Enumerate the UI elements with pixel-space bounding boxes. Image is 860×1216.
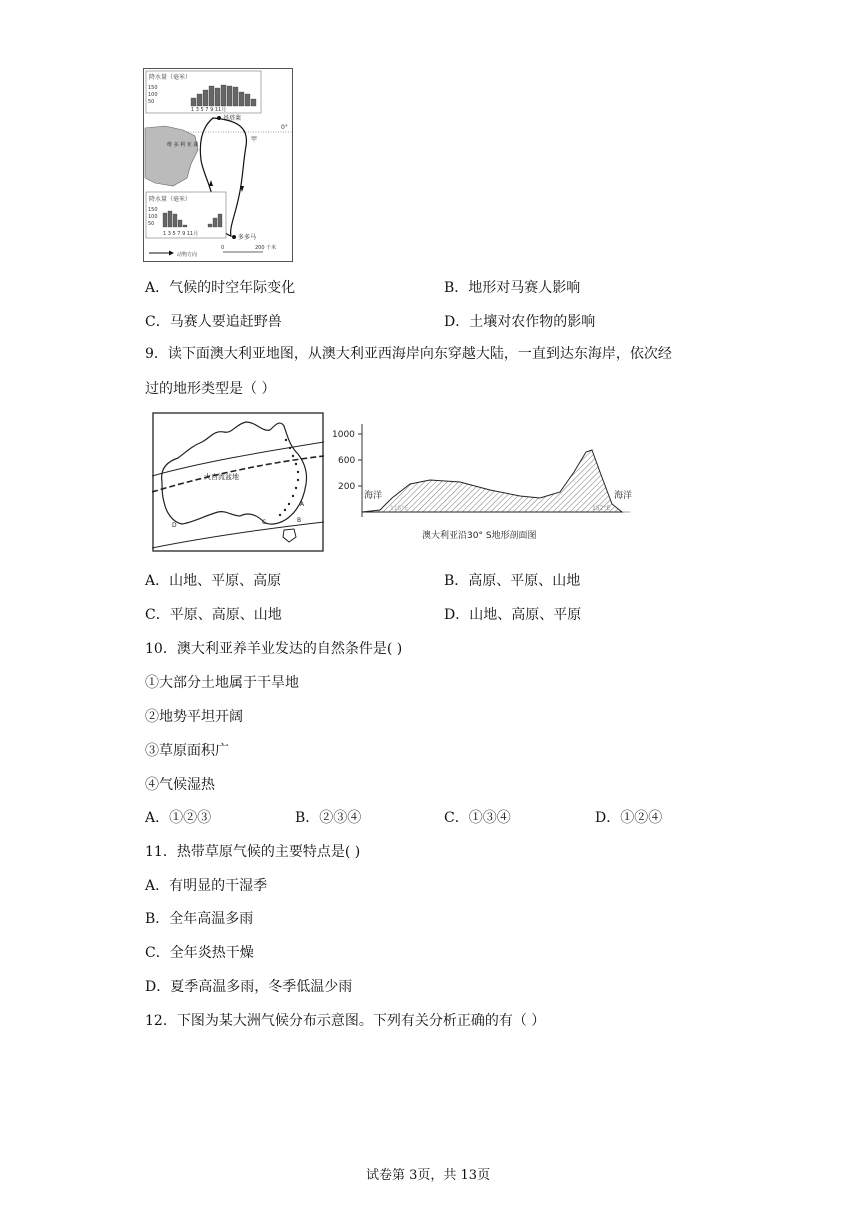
profile-ytick: 1000 (332, 430, 355, 440)
q9-stem-line1: 9．读下面澳大利亚地图，从澳大利亚西海岸向东穿越大陆，一直到达东海岸，依次经 (145, 346, 672, 362)
town-bottom-label: 多多马 (238, 234, 257, 241)
q11-option-b: B．全年高温多雨 (145, 911, 254, 927)
q8-option-b: B．地形对马赛人影响 (444, 280, 581, 296)
q10-item: ③草原面积广 (145, 743, 229, 759)
equator-label: 0° (281, 124, 288, 131)
q10-item: ②地势平坦开阔 (145, 709, 243, 725)
map-label-a: A (300, 501, 305, 508)
australia-map (152, 412, 324, 552)
q8-top-xticks: 1 3 5 7 9 11月 (191, 107, 227, 113)
q8-map-svg (143, 68, 293, 262)
profile-svg (330, 412, 636, 552)
lon-right-label: 152°E (592, 505, 611, 512)
q8-top-ytick: 50 (148, 99, 155, 105)
map-label-d: D (172, 522, 177, 529)
sea-left-label: 海洋 (364, 491, 383, 501)
q8-top-ytick: 100 (148, 92, 158, 98)
q8-option-c: C．马赛人要追赶野兽 (145, 314, 282, 330)
q11-stem: 11．热带草原气候的主要特点是( ) (145, 844, 361, 860)
q9-option-a: A．山地、平原、高原 (145, 573, 282, 589)
terrain-profile (362, 450, 622, 512)
q11-option-c: C．全年炎热干燥 (145, 945, 254, 961)
q10-option-c: C．①③④ (444, 810, 511, 826)
q8-bottom-ytick: 50 (148, 221, 155, 227)
q8-bottom-ytick: 150 (148, 207, 158, 213)
q11-option-d: D．夏季高温多雨，冬季低温少雨 (145, 979, 353, 995)
australia-map-svg (152, 412, 324, 552)
q10-stem: 10．澳大利亚养羊业发达的自然条件是( ) (145, 641, 403, 657)
q9-option-b: B．高原、平原、山地 (444, 573, 581, 589)
q12-stem: 12．下图为某大洲气候分布示意图。下列有关分析正确的有（ ） (145, 1013, 546, 1029)
q9-option-c: C．平原、高原、山地 (145, 607, 282, 623)
q10-option-a: A．①②③ (145, 810, 212, 826)
q10-item: ④气候湿热 (145, 777, 215, 793)
basin-label: 大自流盆地 (204, 473, 239, 481)
q8-option-d: D．土壤对农作物的影响 (444, 314, 596, 330)
point-jia: 甲 (251, 136, 258, 143)
q10-item: ①大部分土地属于干旱地 (145, 675, 299, 691)
profile-ytick: 600 (338, 456, 356, 466)
q8-bottom-chart-ylabel: 降水量（毫米） (149, 196, 192, 203)
q9-stem-line2: 过的地形类型是（ ） (145, 381, 276, 397)
q8-option-a: A．气候的时空年际变化 (145, 280, 296, 296)
town-bottom-dot (232, 235, 236, 239)
page-footer: 试卷第 3页，共 13页 (366, 1168, 491, 1183)
australia-profile (330, 412, 636, 552)
lon-left-label: 115°E (390, 505, 409, 512)
q11-option-a: A．有明显的干湿季 (145, 878, 268, 894)
profile-ytick: 200 (338, 482, 356, 492)
q8-migration-map (143, 68, 293, 262)
map-label-b: B (297, 517, 302, 524)
town-top-dot (217, 116, 221, 120)
map-label-c: C (262, 519, 267, 526)
scale-zero: 0 (221, 245, 225, 251)
q8-bottom-xticks: 1 3 5 7 9 11月 (163, 231, 199, 237)
legend-label: 动物方向 (177, 252, 198, 258)
sea-right-label: 海洋 (614, 491, 633, 501)
profile-caption: 澳大利亚沿30° S地形剖面图 (422, 531, 537, 541)
q10-option-b: B．②③④ (295, 810, 362, 826)
q8-bottom-ytick: 100 (148, 214, 158, 220)
lake-label: 维 多 利 亚 湖 (167, 142, 199, 148)
q8-top-ytick: 150 (148, 85, 158, 91)
q9-option-d: D．山地、高原、平原 (444, 607, 582, 623)
scale-label: 200 千米 (255, 245, 277, 251)
town-top-label: 基塔莱 (223, 115, 242, 122)
q8-top-chart-ylabel: 降水量（毫米） (149, 74, 192, 81)
q10-option-d: D．①②④ (595, 810, 663, 826)
